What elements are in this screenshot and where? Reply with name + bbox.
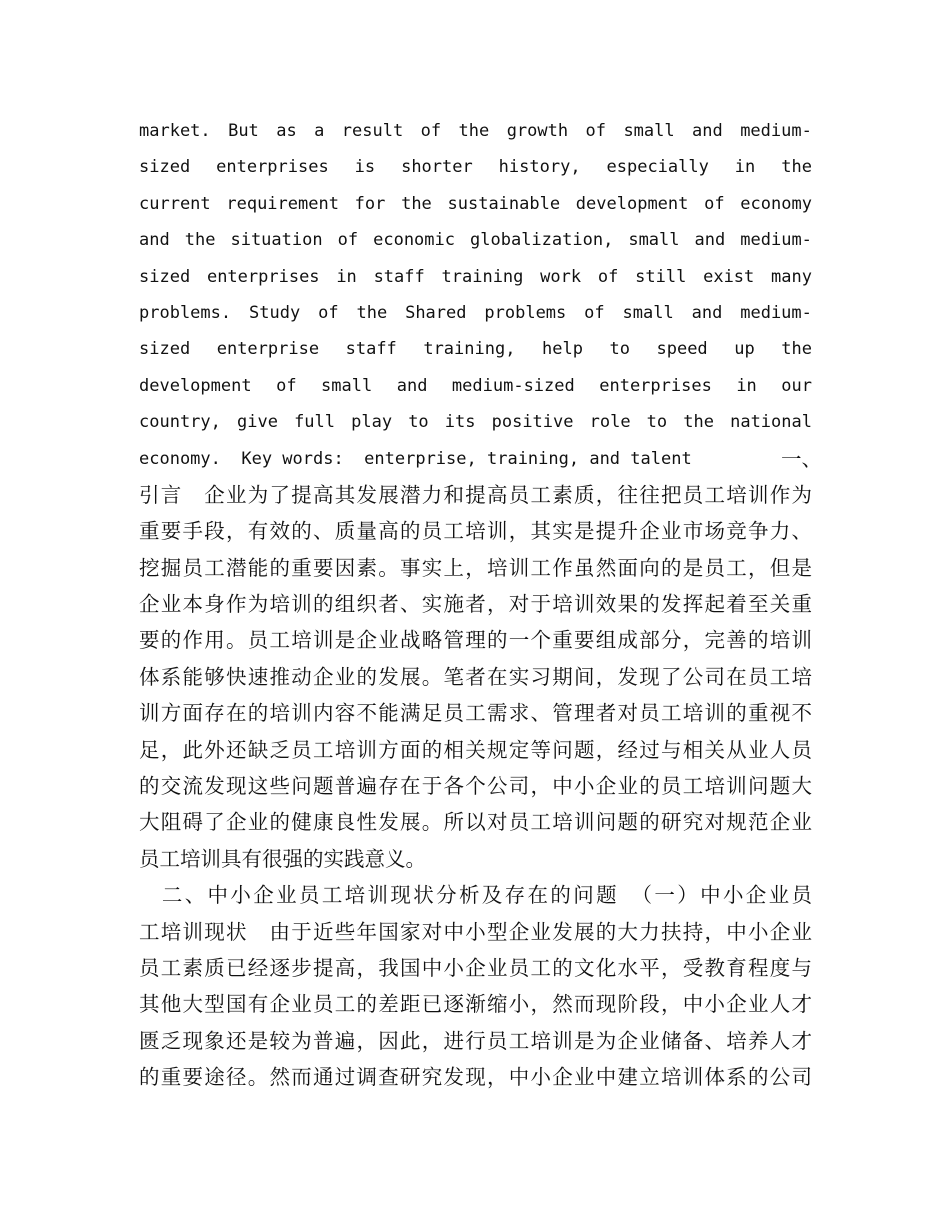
word: medium-	[740, 121, 812, 141]
text-line: 员工素质已经逐步提高，我国中小企业员工的文化水平，受教育程度与	[139, 955, 812, 980]
word: and	[694, 230, 726, 251]
word: result	[341, 121, 404, 141]
word: a	[314, 121, 325, 141]
word: development	[139, 375, 252, 396]
text-line	[139, 259, 812, 295]
word: medium-sized	[451, 375, 575, 396]
keywords-line	[139, 441, 822, 477]
text-line: 训方面存在的培训内容不能满足员工需求、管理者对员工培训的重视不	[139, 701, 812, 726]
word: enterprises	[216, 157, 329, 178]
word: in	[336, 266, 357, 287]
word: current	[139, 193, 211, 214]
word: problems	[484, 302, 567, 323]
word: as	[276, 121, 297, 141]
text-line: 引言 企业为了提高其发展潜力和提高员工素质，往往把员工培训作为	[139, 482, 812, 507]
word: and	[692, 121, 723, 141]
word: full	[294, 412, 336, 433]
word: sustainable	[447, 193, 561, 214]
word: exist	[703, 266, 755, 287]
text-line: 员工培训具有很强的实践意义。	[139, 846, 426, 871]
word: of	[584, 302, 605, 323]
word: Shared	[405, 302, 467, 323]
word: in	[734, 157, 756, 178]
word: up	[734, 339, 755, 360]
text-line: 匮乏现象还是较为普遍，因此，进行员工培训是为企业储备、培养人才	[139, 1028, 812, 1053]
text-line: 的交流发现这些问题普遍存在于各个公司，中小企业的员工培训问题大	[139, 774, 812, 799]
text-line: 重要手段，有效的、质量高的员工培训，其实是提升企业市场竞争力、	[139, 519, 812, 544]
word: problems.	[139, 302, 232, 323]
word: training,	[423, 339, 516, 360]
word: But	[228, 121, 259, 141]
text-line: 的重要途径。然而通过调查研究发现，中小企业中建立培训体系的公司	[139, 1065, 812, 1090]
word: the	[184, 230, 216, 251]
word: to	[609, 339, 630, 360]
word: staff	[373, 266, 425, 287]
document-body	[139, 113, 822, 1096]
word: of	[704, 193, 725, 214]
word: help	[541, 339, 583, 360]
word: to	[646, 412, 668, 433]
text-line: 大阻碍了企业的健康良性发展。所以对员工培训问题的研究对规范企业	[139, 810, 812, 835]
text-line: 其他大型国有企业员工的差距已逐渐缩小，然而现阶段，中小企业人才	[139, 992, 812, 1017]
text-line: 足，此外还缺乏员工培训方面的相关规定等问题，经过与相关从业人员	[139, 737, 812, 762]
word: country,	[139, 412, 221, 433]
word: still	[635, 266, 687, 287]
word: shorter	[401, 157, 473, 178]
word: sized	[139, 266, 191, 287]
keywords-text: economy. Key words: enterprise, training, and talent	[139, 448, 692, 469]
word: requirement	[226, 193, 339, 214]
word: in	[736, 375, 757, 396]
text-line	[139, 222, 812, 258]
word: give	[237, 412, 278, 433]
word: for	[354, 193, 386, 214]
word: enterprise	[216, 339, 320, 360]
text-line: 体系能够快速推动企业的发展。笔者在实习期间，发现了公司在员工培	[139, 664, 812, 689]
word: work	[540, 266, 582, 287]
text-line: 工培训现状 由于近些年国家对中小型企业发展的大力扶持，中小企业	[139, 919, 812, 944]
word: of	[337, 230, 359, 251]
word: is	[354, 157, 376, 178]
word: medium-	[740, 302, 812, 323]
word: situation	[230, 230, 323, 251]
word: many	[771, 266, 812, 287]
word: sized	[139, 157, 191, 178]
word: training	[441, 266, 524, 287]
word: small	[622, 302, 674, 323]
text-line	[139, 149, 812, 185]
word: positive	[491, 412, 574, 433]
word: and	[396, 375, 428, 396]
word: globalization,	[470, 230, 614, 251]
section-heading-line: 二、中小企业员工培训现状分析及存在的问题 （一）中小企业员	[139, 883, 812, 908]
text-line: 企业本身作为培训的组织者、实施者，对于培训效果的发挥起着至关重	[139, 592, 812, 617]
text-line	[139, 404, 812, 440]
word: economic	[373, 230, 455, 251]
word: development	[575, 193, 689, 214]
word: the	[781, 157, 812, 178]
word: Study	[249, 302, 301, 323]
word: of	[597, 266, 619, 287]
word: of	[585, 121, 607, 141]
text-line	[139, 331, 812, 367]
text-line	[139, 295, 812, 331]
word: national	[730, 412, 812, 433]
word: the	[458, 121, 490, 141]
word: medium-	[740, 230, 812, 251]
word: small	[321, 375, 373, 396]
word: sized	[139, 339, 191, 360]
word: small	[628, 230, 680, 251]
word: staff	[345, 339, 397, 360]
word: the	[401, 193, 432, 214]
word: the	[781, 339, 812, 360]
word: to	[408, 412, 429, 433]
word: speed	[656, 339, 708, 360]
word: growth	[506, 121, 569, 141]
word: enterprises	[206, 266, 320, 287]
word: the	[683, 412, 714, 433]
word: role	[589, 412, 631, 433]
text-line: 挖掘员工潜能的重要因素。事实上，培训工作虽然面向的是员工，但是	[139, 555, 812, 580]
word: of	[276, 375, 297, 396]
word: and	[691, 302, 723, 323]
text-line	[139, 368, 812, 404]
word: its	[444, 412, 476, 433]
section-number: 一、	[781, 446, 822, 471]
text-line: 要的作用。员工培训是企业战略管理的一个重要组成部分，完善的培训	[139, 628, 812, 653]
word: of	[420, 121, 442, 141]
word: history,	[498, 157, 581, 178]
word: economy	[740, 193, 812, 214]
word: play	[351, 412, 393, 433]
word: our	[781, 375, 812, 396]
word: the	[356, 302, 388, 323]
text-line	[139, 113, 812, 149]
word: of	[318, 302, 339, 323]
word: and	[139, 230, 170, 251]
text-line	[139, 186, 812, 222]
word: enterprises	[599, 375, 712, 396]
word: market.	[139, 121, 211, 141]
word: small	[623, 121, 675, 141]
word: especially	[606, 157, 709, 178]
